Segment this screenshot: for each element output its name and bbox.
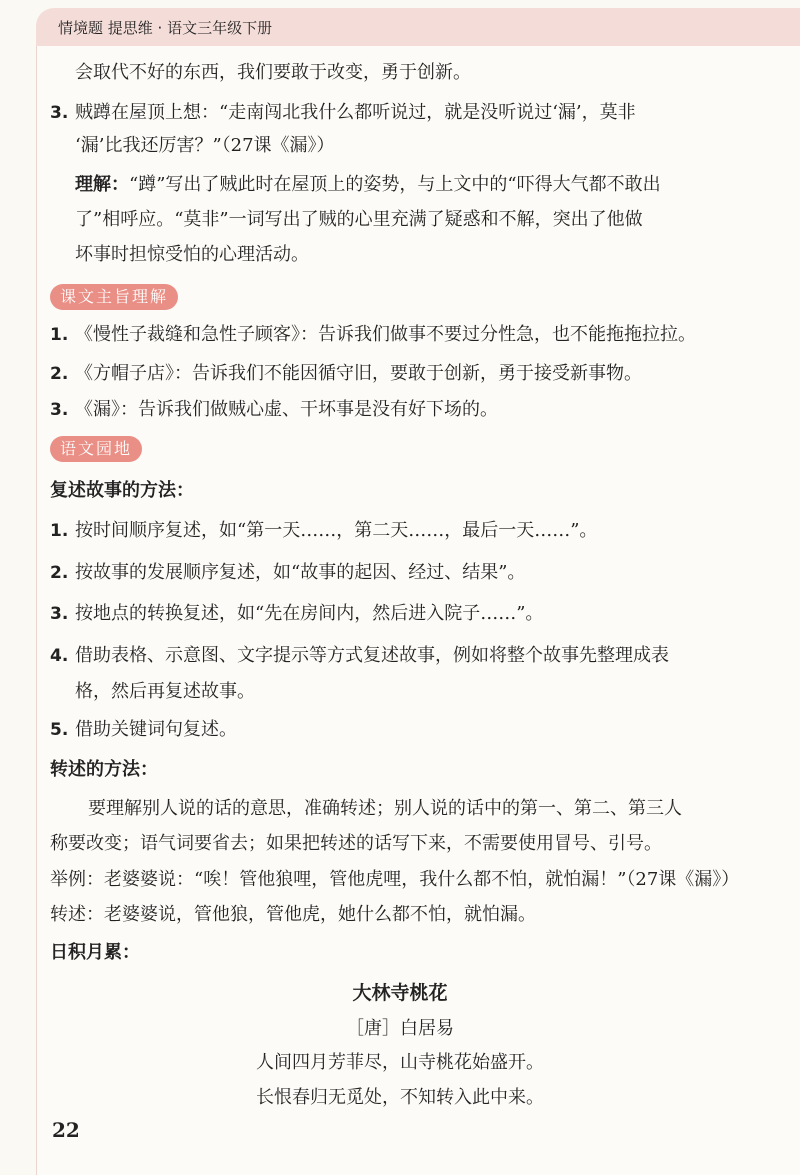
poem-author: ［唐］白居易	[346, 1018, 454, 1039]
item-text: 借助表格、示意图、文字提示等方式复述故事，例如将整个故事先整理成表	[75, 645, 669, 666]
item-number: 3.	[50, 604, 69, 624]
understand-label: 理解：	[75, 174, 129, 195]
example-text: 举例：老婆婆说：“唉！管他狼哩，管他虎哩，我什么都不怕，就怕漏！”（27课《漏》）	[50, 869, 740, 890]
item-text: 《漏》：告诉我们做贼心虚、干坏事是没有好下场的。	[75, 399, 498, 420]
relay-paragraph: 要理解别人说的话的意思，准确转述；别人说的话中的第一、第二、第三人	[88, 798, 682, 819]
item-number: 4.	[50, 646, 69, 666]
item-number: 2.	[50, 364, 69, 384]
list-item	[50, 560, 525, 586]
list-item	[50, 643, 669, 669]
understand-text-cont: 坏事时担惊受怕的心理活动。	[75, 244, 309, 265]
understand-paragraph	[75, 172, 661, 198]
continued-text: 会取代不好的东西，我们要敢于改变，勇于创新。	[75, 62, 471, 83]
understand-text: “蹲”写出了贼此时在屋顶上的姿势，与上文中的“吓得大气都不敢出	[129, 174, 661, 195]
relay-example-text: 转述：老婆婆说，管他狼，管他虎，她什么都不怕，就怕漏。	[50, 904, 536, 925]
relay-paragraph-cont: 称要改变；语气词要省去；如果把转述的话写下来，不需要使用冒号、引号。	[50, 833, 662, 854]
section-badge: 课文主旨理解	[50, 284, 178, 310]
poem-line: 人间四月芳菲尽，山寺桃花始盛开。	[256, 1052, 544, 1073]
item-text: 借助关键词句复述。	[75, 719, 237, 740]
item-text: 贼蹲在屋顶上想：“走南闯北我什么都听说过，就是没听说过‘漏’，莫非	[75, 102, 636, 123]
list-item	[50, 601, 543, 627]
item-number: 3.	[50, 400, 69, 420]
poem-title: 大林寺桃花	[352, 982, 448, 1004]
understand-text-cont: 了”相呼应。“莫非”一词写出了贼的心里充满了疑惑和不解，突出了他做	[75, 209, 643, 230]
item-number: 5.	[50, 720, 69, 740]
item-text: 按故事的发展顺序复述，如“故事的起因、经过、结果”。	[75, 562, 526, 583]
item-text: 《方帽子店》：告诉我们不能因循守旧，要敢于创新，勇于接受新事物。	[75, 363, 642, 384]
list-item	[50, 100, 636, 126]
page-header	[36, 8, 800, 46]
section-heading: 转述的方法：	[50, 759, 158, 780]
list-item	[50, 717, 237, 743]
item-text: 按地点的转换复述，如“先在房间内，然后进入院子……”。	[75, 603, 544, 624]
list-item	[50, 361, 642, 387]
section-heading: 日积月累：	[50, 942, 140, 963]
item-number: 1.	[50, 521, 69, 541]
list-item	[50, 518, 597, 544]
item-text-cont: 格，然后再复述故事。	[75, 681, 255, 702]
section-heading: 复述故事的方法：	[50, 480, 194, 501]
page-number: 22	[52, 1118, 80, 1142]
item-number: 2.	[50, 563, 69, 583]
item-text: 《慢性子裁缝和急性子顾客》：告诉我们做事不要过分性急，也不能拖拖拉拉。	[75, 324, 696, 345]
item-number: 3.	[50, 103, 69, 123]
list-item	[50, 322, 696, 348]
poem-line: 长恨春归无觅处，不知转入此中来。	[256, 1087, 544, 1108]
item-number: 1.	[50, 325, 69, 345]
section-badge: 语文园地	[50, 436, 142, 462]
item-text-cont: ‘漏’比我还厉害？”（27课《漏》）	[75, 135, 335, 156]
list-item	[50, 397, 498, 423]
item-text: 按时间顺序复述，如“第一天……，第二天……，最后一天……”。	[75, 520, 598, 541]
header-title: 情境题 提思维 · 语文三年级下册	[58, 19, 273, 37]
